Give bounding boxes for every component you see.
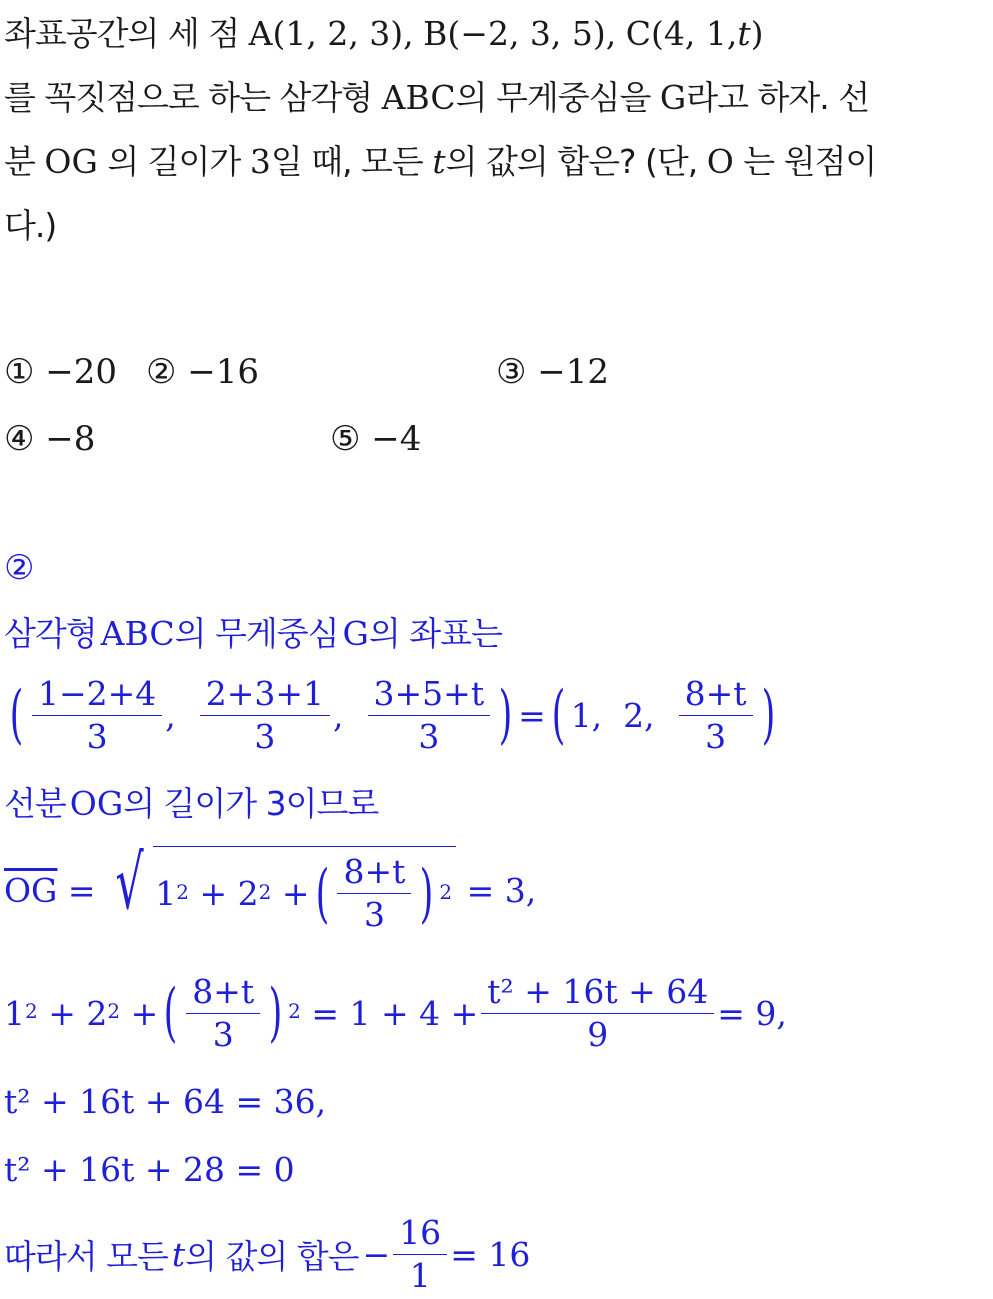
option-3[interactable] xyxy=(496,352,609,392)
numerator: 8+t xyxy=(186,973,260,1014)
expanded-equation xyxy=(4,966,787,1060)
option-5[interactable] xyxy=(330,419,421,459)
solution-text: 의 좌표는 xyxy=(368,614,502,653)
option-value: −8 xyxy=(45,419,96,459)
result: = 3, xyxy=(466,870,537,910)
question-line-1 xyxy=(4,2,989,66)
question-text-segment: 의 무게중심을 xyxy=(455,78,651,117)
equation-text: t² + 16t + 28 = 0 xyxy=(4,1150,295,1189)
solution-line-3 xyxy=(4,778,378,825)
option-value: −4 xyxy=(371,419,422,459)
fraction-g-z xyxy=(679,675,753,756)
variable-t: t xyxy=(171,1234,186,1274)
option-mark: ① xyxy=(4,352,35,392)
equation-4 xyxy=(4,1150,295,1189)
numerator: 8+t xyxy=(337,853,411,894)
numerator: t² + 16t + 64 xyxy=(481,973,714,1014)
left-paren-icon: ( xyxy=(9,678,24,752)
option-mark: ⑤ xyxy=(330,419,361,459)
coord-value: 1, xyxy=(570,695,603,735)
equals: = xyxy=(67,870,96,910)
option-value: −16 xyxy=(187,352,260,392)
denominator: 1 xyxy=(409,1255,431,1295)
segment-label: OG xyxy=(69,784,124,823)
comma: , xyxy=(333,695,344,735)
plus: + xyxy=(199,874,228,913)
numerator: 8+t xyxy=(679,675,753,716)
question-text-segment: 의 길이가 xyxy=(107,142,241,181)
centroid-label: G xyxy=(659,78,687,117)
result: = 9, xyxy=(717,993,787,1033)
fraction-expanded xyxy=(481,973,714,1054)
numerator: 3+5+t xyxy=(368,675,491,716)
option-2[interactable] xyxy=(146,352,259,392)
exponent: 2 xyxy=(107,999,121,1023)
variable-t: t xyxy=(432,142,446,181)
solution-line-1 xyxy=(4,608,502,655)
denominator: 9 xyxy=(587,1014,609,1054)
centroid-label: G xyxy=(342,614,369,653)
fraction-z xyxy=(368,675,491,756)
solution-text: 의 무게중심 xyxy=(174,614,339,653)
denominator: 3 xyxy=(254,716,276,756)
question-text-segment: 라고 하자. 선 xyxy=(686,78,870,117)
fraction xyxy=(337,853,411,934)
question-line-4 xyxy=(4,194,989,258)
triangle-label: ABC xyxy=(381,78,456,117)
term: 1 xyxy=(155,874,177,913)
question-text-segment: 일 때, 모든 xyxy=(270,142,423,181)
solution-text: 의 값의 합은 xyxy=(185,1236,359,1276)
comma: , xyxy=(165,695,176,735)
radical-sign: √ xyxy=(115,840,144,927)
sum: = 1 + 4 + xyxy=(311,993,479,1033)
solution-text: 따라서 모든 xyxy=(4,1236,168,1276)
question-text xyxy=(4,2,989,258)
right-paren-icon: ) xyxy=(498,678,513,752)
exponent: 2 xyxy=(288,999,301,1023)
denominator: 3 xyxy=(363,895,385,934)
point-b: B(−2, 3, 5), xyxy=(423,14,617,53)
segment-og: $\overline{OG}$ xyxy=(4,870,58,910)
question-text-segment: 의 값의 합은? (단, xyxy=(445,142,698,181)
question-text-segment: 다.) xyxy=(4,206,57,245)
plus: + xyxy=(130,993,159,1033)
equation-text: t² + 16t + 64 = 36, xyxy=(4,1082,327,1121)
point-c: C(4, 1, xyxy=(625,14,738,53)
variable-t: t xyxy=(737,14,751,53)
question-line-3 xyxy=(4,130,989,194)
term: 1 xyxy=(4,993,25,1033)
exponent: 2 xyxy=(25,999,38,1023)
option-value: −12 xyxy=(537,352,610,392)
fraction-x xyxy=(32,675,162,756)
equals: = xyxy=(518,695,546,735)
solution-text: 삼각형 xyxy=(4,614,97,653)
solution-text: 의 길이가 3이므로 xyxy=(123,784,379,823)
coord-value: 2, xyxy=(623,695,655,735)
numerator: 16 xyxy=(393,1214,447,1255)
option-mark: ④ xyxy=(4,419,35,459)
length-value: 3 xyxy=(249,142,271,181)
centroid-coordinates xyxy=(4,668,781,762)
question-text-segment: 분 xyxy=(4,142,35,181)
length-equation xyxy=(4,838,536,942)
left-paren-icon: ( xyxy=(163,976,178,1050)
plus: + xyxy=(281,874,310,913)
equation-3 xyxy=(4,1082,326,1121)
question-line-2 xyxy=(4,66,989,130)
left-paren-icon: ( xyxy=(551,678,566,752)
option-4[interactable] xyxy=(4,419,95,459)
question-text-segment: 좌표공간의 세 점 xyxy=(4,14,240,53)
point-c-close: ) xyxy=(750,14,764,53)
denominator: 3 xyxy=(418,716,440,756)
option-mark: ③ xyxy=(496,352,527,392)
exponent: 2 xyxy=(439,879,453,904)
fraction-final xyxy=(393,1214,447,1295)
denominator: 3 xyxy=(705,716,727,756)
solution-text: 선분 xyxy=(4,784,66,823)
option-mark: ② xyxy=(146,352,177,392)
final-line xyxy=(4,1214,530,1294)
option-value: −20 xyxy=(45,352,118,392)
right-paren-icon: ) xyxy=(268,976,283,1050)
question-text-segment: 를 꼭짓점으로 하는 삼각형 xyxy=(4,78,373,117)
segment-label: OG xyxy=(44,142,98,181)
right-paren-icon: ) xyxy=(761,678,775,752)
minus: − xyxy=(362,1234,391,1274)
exponent: 2 xyxy=(176,879,189,904)
denominator: 3 xyxy=(86,716,108,756)
numerator: 2+3+1 xyxy=(200,675,330,716)
term: 2 xyxy=(237,874,259,913)
answer-mark xyxy=(4,548,34,588)
fraction xyxy=(186,973,260,1054)
question-text-segment: 는 원점이 xyxy=(743,142,877,181)
plus: + xyxy=(48,993,76,1033)
point-a: A(1, 2, 3), xyxy=(248,14,414,53)
term: 2 xyxy=(86,993,108,1033)
radicand xyxy=(153,846,456,934)
origin-label: O xyxy=(706,142,734,181)
exponent: 2 xyxy=(258,879,272,904)
denominator: 3 xyxy=(212,1014,234,1054)
right-paren-icon: ) xyxy=(420,856,434,931)
answer-value: ② xyxy=(4,548,35,588)
fraction-y xyxy=(200,675,330,756)
numerator: 1−2+4 xyxy=(32,675,162,716)
option-1[interactable] xyxy=(4,352,117,392)
final-result: = 16 xyxy=(450,1234,531,1274)
triangle-label: ABC xyxy=(100,614,175,653)
sqrt-icon xyxy=(106,840,456,934)
left-paren-icon: ( xyxy=(315,856,329,931)
